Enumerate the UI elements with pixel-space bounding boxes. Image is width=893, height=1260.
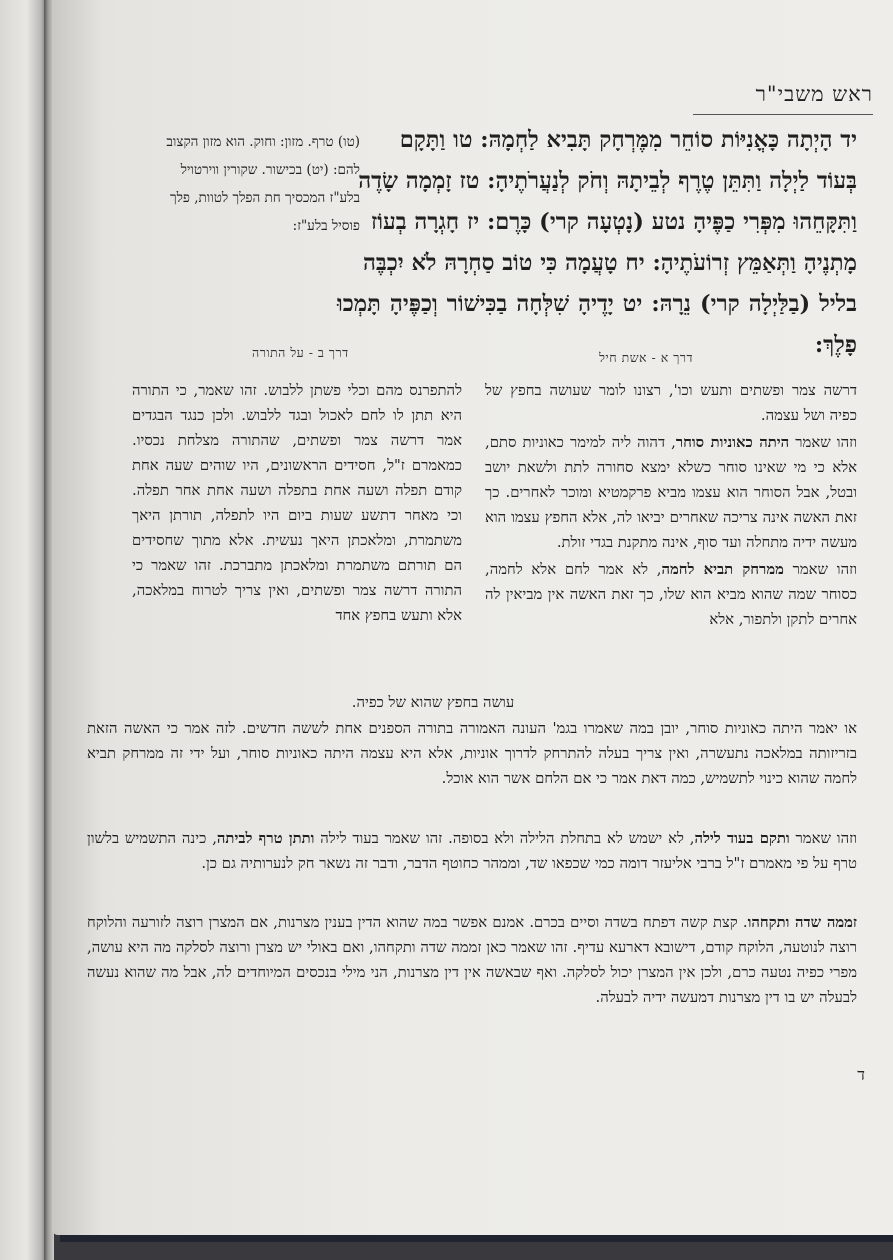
column-continuation: עושה בחפץ שהוא של כפיה. xyxy=(351,694,515,711)
bold-lemma: היתה כאוניות סוחר xyxy=(675,434,790,451)
text-run: , כינה התשמיש בלשון טרף על פי מאמרם ז"ל ברבי אליעזר דומה כמי שכפאו שד, וממהר כחוטף הדבר, ודבר זה נשאר חק לנערותיה גם כן. xyxy=(87,830,857,872)
paragraph: דרשה צמר ופשתים ותעש וכו', רצונו לומר שעושה בחפץ של כפיה ושל עצמה. xyxy=(485,382,857,424)
commentary-column-left xyxy=(132,378,462,630)
verse-line: וַתִּקָּחֵהוּ מִפְּרִי כַפֶּיהָ נטע (נָטְעָה קרי) כָּרֶם: יז חָגְרָה בְעוֹז xyxy=(370,209,857,235)
book-page xyxy=(52,0,893,1235)
paragraph-c xyxy=(87,910,857,1010)
verse-line: יד הָיְתָה כָּאֳנִיּוֹת סוֹחֵר מִמֶּרְחָק תָּבִיא לַחְמָהּ: טו וַתָּקָם xyxy=(399,127,857,153)
page-number: ד xyxy=(857,1065,865,1084)
bold-lemma: ותקם בעוד לילה xyxy=(694,830,790,847)
verse-line: מָתְנֶיהָ וַתְּאַמֵּץ זְרוֹעֹתֶיהָ: יח טָעֲמָה כִּי טוֹב סַחְרָהּ לֹא יִכְבֶּה xyxy=(362,250,857,276)
bold-lemma: זממה שדה ותקחהו xyxy=(747,914,857,931)
text-run: . קצת קשה דפתח בשדה וסיים בכרם. אמנם אפשר במה שהוא הדין בענין מצרנות, אם המצרן רוצה לזורעה והלוקח רוצה לנוטעה, הלוקח קודם, דישובא דארעא עדיף. זהו שאמר כאן זממה שדה ותקחהו, ואם באולי יש מצרן ורוצה לסלקה מה היא עושה, מפרי כפיה נטעה כרם, ולכן אין המצרן יכול לסלקה. ואף שבאשה אין דין מצרנות, הני מילי בנכסים המיוחדים לה, אבל מה שהוא נעשה לבעלה יש בו דין מצרנות דמעשה ידיה לבעלה. xyxy=(87,914,857,1006)
running-header: ראש משבי"ר xyxy=(755,82,873,106)
rashi-notes xyxy=(132,128,360,240)
facing-page-edge xyxy=(0,0,48,1260)
note-line: להם: (יט) בכישור. שקורין ווירטויל xyxy=(180,162,360,178)
paragraph xyxy=(485,557,857,632)
paragraph-a: או יאמר היתה כאוניות סוחר, יובן במה שאמרו בגמ' העונה האמורה בתורה הספנים אחת לששה חדשים. לזה אמר כי האשה הזאת בזריזותה במלאכה נתעשרה, ואין צריך בעלה להתרחק לדרוך אוניות, אלא היא עצמה היתה כאוניות סוחר, ועל ידי זה ממרחק תביא לחמה שהוא כינוי לתשמיש, כמה דאת אמר כי אם הלחם אשר הוא אוכל. xyxy=(87,720,857,787)
text-run: , לא ישמש לא בתחלת הלילה ולא בסופה. זהו שאמר בעוד לילה xyxy=(314,830,695,847)
text-run: , דהוה ליה למימר כאוניות סתם, אלא כי מי שאינו סוחר כשלא ימצא סחורה לתת ולשאת יושב ובטל, אבל הסוחר הוא עצמו מביא פרקמטיא ומוכר לאחרים. כך זאת האשה אינה צריכה שאחרים יביאו לה, אלא החפץ עצמו הוא מעשה ידיה מתחלה ועד סוף, אינה מתקנת בגדי זולת. xyxy=(485,434,857,551)
text-run: וזהו שאמר xyxy=(789,434,857,451)
note-line: פוסיל בלע"ז: xyxy=(292,218,360,234)
paragraph: להתפרנס מהם וכלי פשתן ללבוש. זהו שאמר, כי התורה היא תתן לו לחם לאכול ובגד ללבוש. ולכן כנגד הבגדים אמר דרשה צמר ופשתים, שהתורה מצלחת נכסיו. כמאמרם ז"ל, חסידים הראשונים, היו שוהים שעה אחת קודם תפלה ושעה אחת בתפלה ושעה אחת אחר תפלה. וכי מאחר דתשע שעות ביום היו לתפלה, תורתן היאך משתמרת, ומלאכתן היאך נעשית. אלא מתוך שחסידים הם תורתם משתמרת ומלאכתן מתברכת. זהו שאמר כי התורה דרשה צמר ופשתים, ואין צריך לטרוח במלאכה, אלא ותעש בחפץ אחד xyxy=(132,382,462,624)
verse-block xyxy=(337,120,857,366)
commentary-column-right xyxy=(485,378,857,634)
paragraph xyxy=(87,826,857,876)
text-run: , לא אמר לחם אלא לחמה, כסוחר שמה שהוא מביא הוא שלו, כך זאת האשה אין מביאין לה אחרים לתקן ולתפור, אלא xyxy=(485,561,857,628)
verse-line: בליל (בַלַּיְלָה קרי) נֵרָהּ: יט יָדֶיהָ שִׁלְּחָה בַכִּישׁוֹר וְכַפֶּיהָ תָּמְכוּ פָלֶךְ: xyxy=(337,291,857,358)
bold-lemma: ותתן טרף לביתה xyxy=(216,830,315,847)
note-line: בלע"ז המכסיך חת הפלך לטוות, פלך xyxy=(169,190,360,206)
section-title-right: דרך א - אשת חיל xyxy=(599,350,693,365)
header-rule xyxy=(693,114,873,115)
verse-line: בְּעוֹד לַיְלָה וַתִּתֵּן טֶרֶף לְבֵיתָהּ וְחֹק לְנַעֲרֹתֶיהָ: טז זָמְמָה שָׂדֶה xyxy=(358,168,857,194)
bold-lemma: ממרחק תביא לחמה xyxy=(661,561,784,578)
note-line: (טו) טרף. מזון: וחוק. הוא מזון הקצוב xyxy=(166,134,360,150)
paragraph-b xyxy=(87,826,857,876)
paragraph xyxy=(87,910,857,1010)
paragraph xyxy=(485,430,857,555)
text-run: וזהו שאמר xyxy=(783,561,857,578)
section-title-left: דרך ב - על התורה xyxy=(252,345,349,360)
text-run: וזהו שאמר xyxy=(789,830,857,847)
